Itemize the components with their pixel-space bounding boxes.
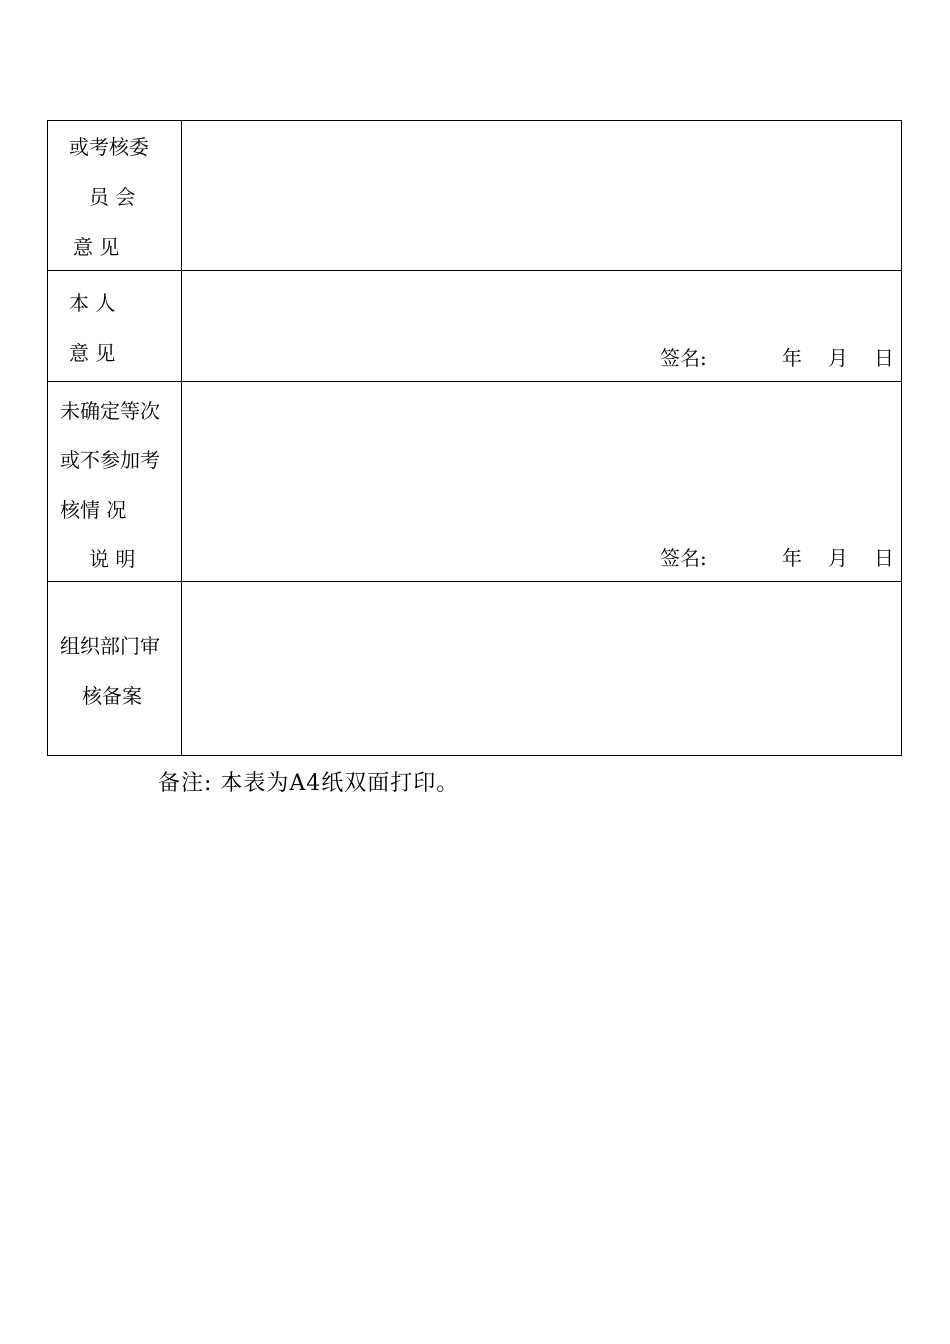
label-line: 意 见	[69, 341, 116, 365]
signature-label: 签名:	[660, 546, 707, 570]
committee-opinion-row	[48, 121, 902, 271]
date-month-label: 月	[828, 346, 848, 370]
committee-opinion-input-area[interactable]	[182, 121, 902, 271]
non-participation-input-area[interactable]	[182, 382, 902, 582]
label-line: 意 见	[73, 235, 120, 259]
org-dept-review-label-cell	[48, 582, 182, 756]
committee-opinion-label-cell	[48, 121, 182, 271]
org-dept-review-input-area[interactable]	[182, 582, 902, 756]
label-line: 未确定等次	[60, 399, 160, 423]
signature-label: 签名:	[660, 346, 707, 370]
date-year-label: 年	[782, 546, 802, 570]
org-dept-review-row	[48, 582, 902, 756]
label-line: 核备案	[82, 684, 142, 708]
personal-opinion-row	[48, 271, 902, 382]
label-line: 员 会	[89, 185, 136, 209]
label-line: 组织部门审	[60, 634, 160, 658]
non-participation-explanation-row	[48, 382, 902, 582]
date-year-label: 年	[782, 346, 802, 370]
non-participation-label-cell	[48, 382, 182, 582]
label-line: 或不参加考	[60, 448, 160, 472]
date-day-label: 日	[874, 346, 894, 370]
appraisal-form-table	[47, 120, 902, 756]
personal-opinion-label-cell	[48, 271, 182, 382]
label-line: 本 人	[69, 291, 116, 315]
footnote-remark: 备注: 本表为A4纸双面打印。	[158, 771, 460, 796]
personal-opinion-input-area[interactable]	[182, 271, 902, 382]
label-line: 核情 况	[60, 498, 127, 522]
label-line: 说 明	[89, 547, 136, 571]
label-line: 或考核委	[69, 135, 149, 159]
date-day-label: 日	[874, 546, 894, 570]
date-month-label: 月	[828, 546, 848, 570]
